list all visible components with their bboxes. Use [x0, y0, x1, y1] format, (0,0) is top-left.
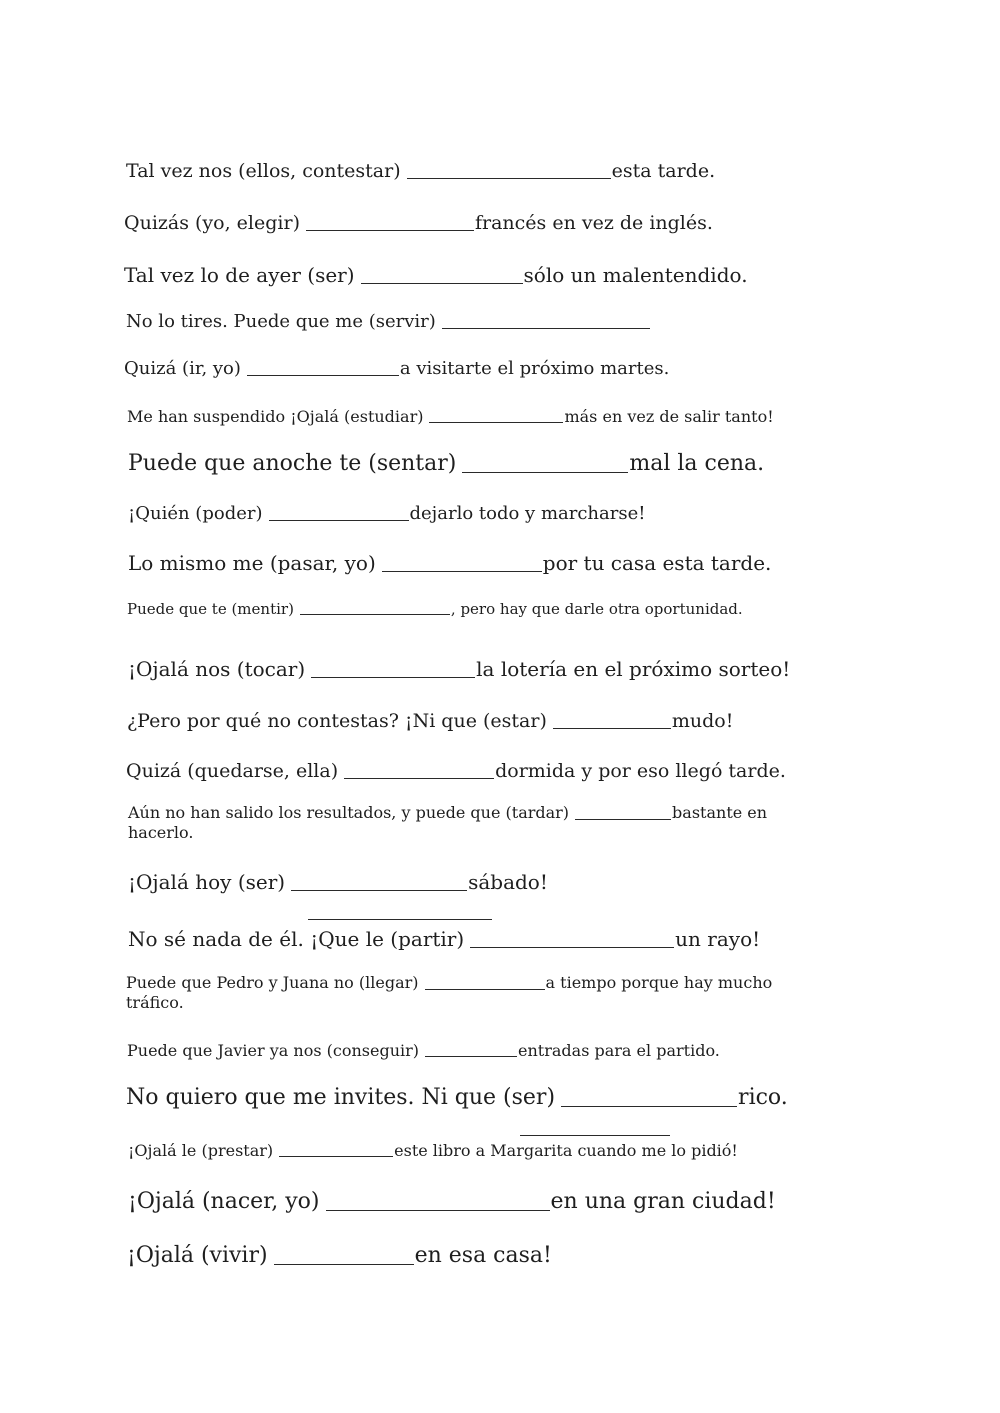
answer-blank[interactable]	[382, 570, 542, 572]
item-continuation: mal la cena.	[629, 451, 765, 476]
exercise-item	[128, 1189, 776, 1214]
item-prompt: Lo mismo me (pasar, yo)	[128, 551, 376, 575]
item-prompt: ¡Ojalá nos (tocar)	[128, 657, 306, 681]
item-continuation: un rayo!	[675, 927, 761, 951]
exercise-item	[126, 760, 786, 782]
item-prompt: Puede que anoche te (sentar)	[128, 451, 457, 476]
exercise-item	[124, 263, 748, 287]
item-continuation: por tu casa esta tarde.	[542, 551, 772, 575]
item-continuation: esta tarde.	[611, 160, 716, 182]
item-continuation: en esa casa!	[414, 1243, 552, 1268]
exercise-item	[128, 503, 646, 524]
item-prompt: Puede que Pedro y Juana no (llegar)	[126, 973, 419, 992]
exercise-item	[127, 407, 774, 426]
item-continuation: a visitarte el próximo martes.	[399, 358, 670, 379]
item-continuation: sábado!	[468, 870, 548, 894]
item-continuation: , pero hay que darle otra oportunidad.	[450, 600, 743, 618]
item-continuation: rico.	[738, 1085, 788, 1110]
item-continuation: entradas para el partido.	[518, 1041, 720, 1060]
exercise-item	[124, 358, 669, 379]
exercise-item	[127, 710, 733, 732]
item-prompt: No sé nada de él. ¡Que le (partir)	[128, 927, 465, 951]
answer-blank[interactable]	[429, 421, 563, 423]
item-continuation-line: tráfico.	[126, 993, 184, 1012]
stray-rule	[520, 1135, 670, 1136]
exercise-item	[128, 803, 888, 843]
item-prompt: Tal vez lo de ayer (ser)	[124, 263, 355, 287]
exercise-item	[124, 212, 713, 234]
stray-rule	[308, 919, 492, 920]
exercise-item	[128, 551, 771, 575]
exercise-item	[126, 973, 886, 1013]
answer-blank[interactable]	[425, 1055, 517, 1057]
item-continuation: más en vez de salir tanto!	[564, 407, 774, 426]
item-continuation: dejarlo todo y marcharse!	[409, 503, 646, 524]
item-prompt: Tal vez nos (ellos, contestar)	[126, 160, 401, 182]
item-continuation: dormida y por eso llegó tarde.	[495, 760, 786, 782]
exercise-item	[128, 1141, 738, 1160]
item-prompt: Quizás (yo, elegir)	[124, 212, 300, 234]
answer-blank[interactable]	[470, 946, 674, 948]
item-prompt: ¡Ojalá (vivir)	[127, 1243, 268, 1268]
exercise-item	[126, 1085, 788, 1110]
exercise-item	[128, 927, 760, 951]
item-continuation: mudo!	[671, 710, 734, 732]
item-prompt: ¡Ojalá (nacer, yo)	[128, 1189, 320, 1214]
item-prompt: Aún no han salido los resultados, y puede que (tardar)	[128, 803, 570, 822]
item-prompt: Quizá (quedarse, ella)	[126, 760, 339, 782]
answer-blank[interactable]	[269, 519, 409, 521]
answer-blank[interactable]	[425, 988, 545, 990]
item-prompt: Me han suspendido ¡Ojalá (estudiar)	[127, 407, 424, 426]
answer-blank[interactable]	[306, 229, 474, 231]
answer-blank[interactable]	[407, 177, 611, 179]
item-prompt: No lo tires. Puede que me (servir)	[126, 311, 436, 332]
exercise-item	[127, 600, 743, 618]
answer-blank[interactable]	[462, 471, 628, 473]
item-continuation: este libro a Margarita cuando me lo pidió!	[394, 1141, 738, 1160]
exercise-item	[126, 160, 715, 182]
answer-blank[interactable]	[300, 613, 450, 615]
answer-blank[interactable]	[279, 1155, 393, 1157]
exercise-item	[127, 1041, 720, 1060]
item-prompt: No quiero que me invites. Ni que (ser)	[126, 1085, 556, 1110]
answer-blank[interactable]	[442, 327, 650, 329]
item-prompt: ¿Pero por qué no contestas? ¡Ni que (estar)	[127, 710, 547, 732]
answer-blank[interactable]	[553, 727, 671, 729]
exercise-item	[128, 657, 790, 681]
item-continuation: sólo un malentendido.	[523, 263, 748, 287]
item-prompt: Puede que Javier ya nos (conseguir)	[127, 1041, 420, 1060]
answer-blank[interactable]	[291, 889, 467, 891]
item-continuation: a tiempo porque hay mucho	[545, 973, 773, 992]
item-prompt: ¡Ojalá le (prestar)	[128, 1141, 274, 1160]
exercise-item	[127, 1243, 552, 1268]
item-continuation: en una gran ciudad!	[550, 1189, 776, 1214]
answer-blank[interactable]	[561, 1105, 737, 1107]
answer-blank[interactable]	[274, 1263, 414, 1265]
answer-blank[interactable]	[326, 1209, 550, 1211]
item-prompt: Puede que te (mentir)	[127, 600, 294, 618]
exercise-item	[128, 870, 548, 894]
item-continuation: bastante en	[672, 803, 768, 822]
item-prompt: ¡Quién (poder)	[128, 503, 263, 524]
item-prompt: ¡Ojalá hoy (ser)	[128, 870, 286, 894]
answer-blank[interactable]	[361, 282, 523, 284]
item-continuation: la lotería en el próximo sorteo!	[476, 657, 791, 681]
item-continuation: francés en vez de inglés.	[474, 212, 713, 234]
answer-blank[interactable]	[344, 777, 494, 779]
item-prompt: Quizá (ir, yo)	[124, 358, 241, 379]
answer-blank[interactable]	[247, 374, 399, 376]
item-continuation-line: hacerlo.	[128, 823, 194, 842]
answer-blank[interactable]	[575, 818, 671, 820]
answer-blank[interactable]	[311, 676, 475, 678]
exercise-item	[128, 451, 764, 476]
exercise-item	[126, 311, 651, 332]
